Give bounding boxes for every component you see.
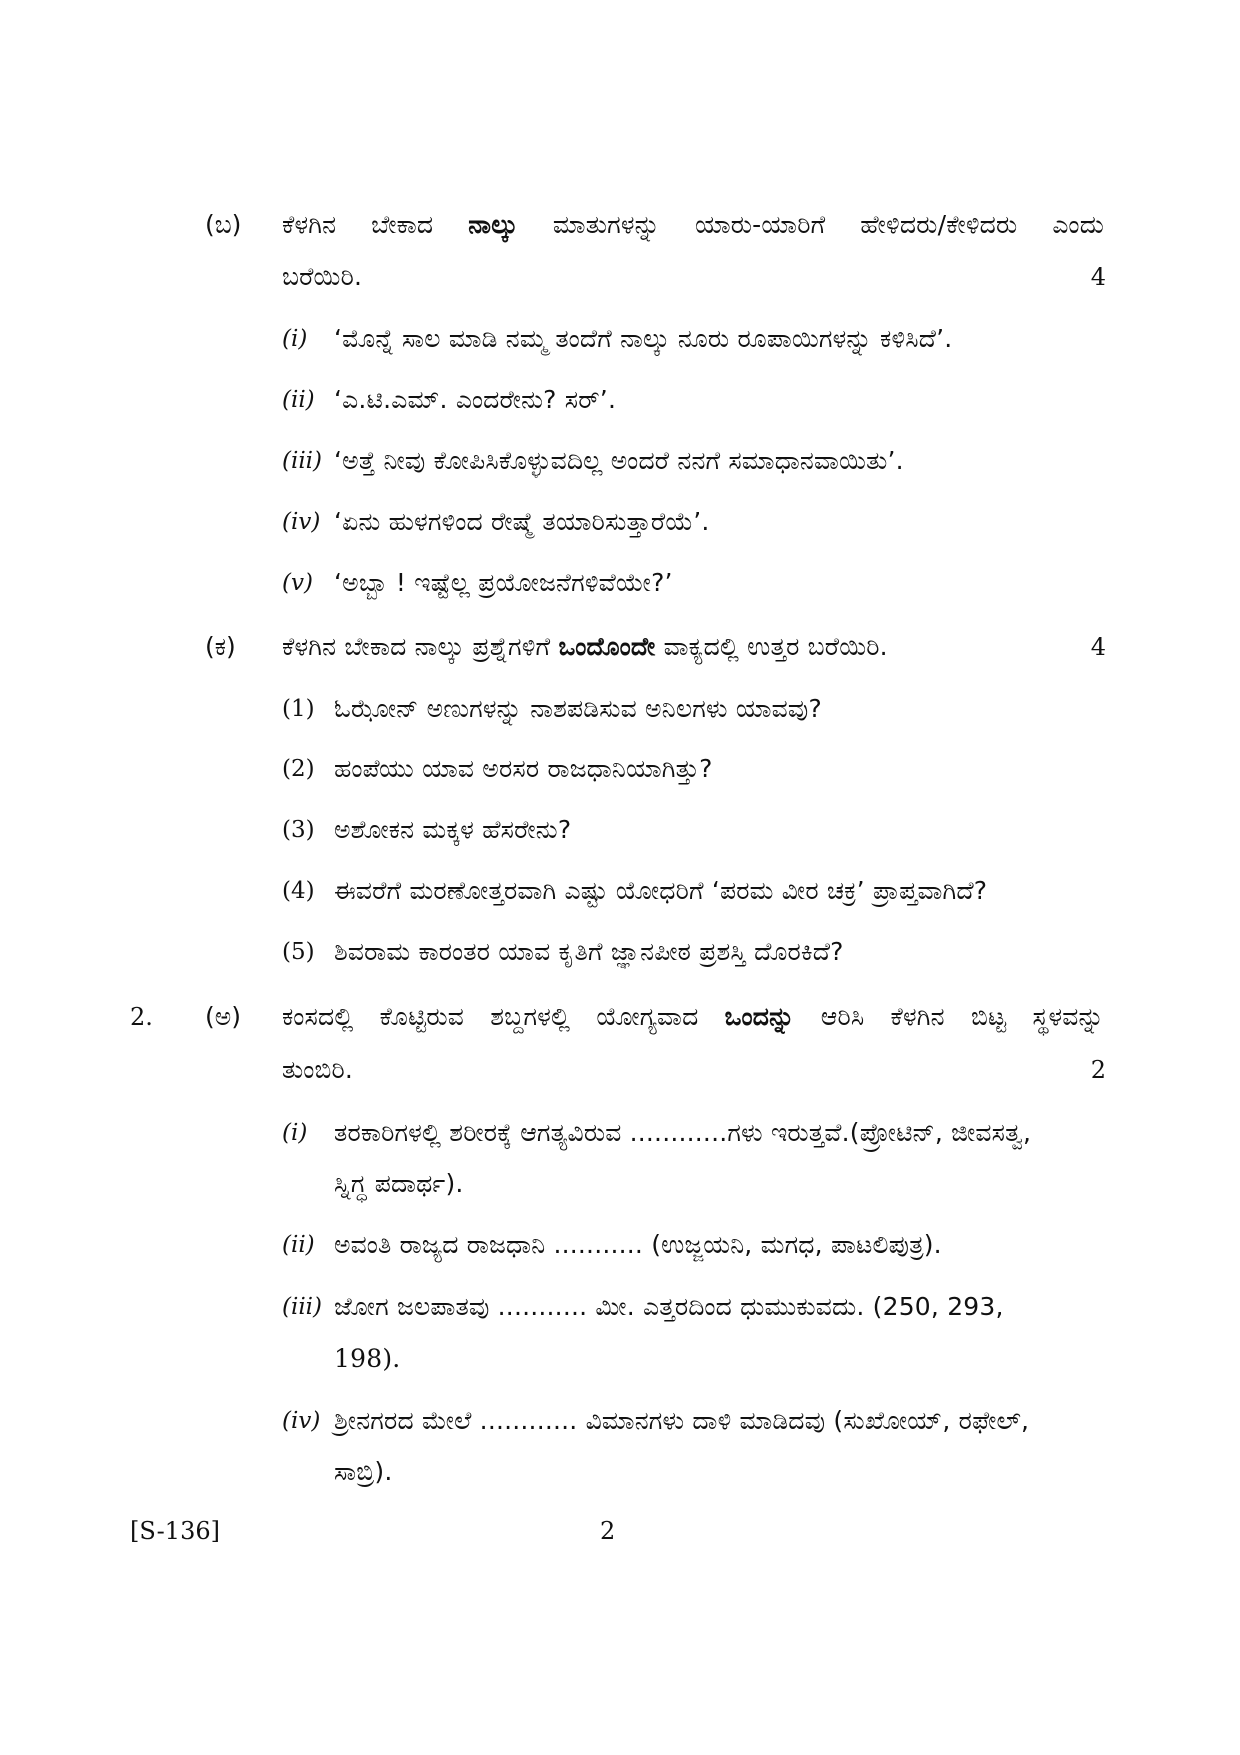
- page-number: 2: [600, 1517, 616, 1545]
- section-k-item-text: ಅಶೋಕನ ಮಕ್ಕಳ ಹೆಸರೇನು?: [334, 815, 572, 844]
- section-b-item-text: ‘ಏನು ಹುಳಗಳಿಂದ ರೇಷ್ಮೆ ತಯಾರಿಸುತ್ತಾರೆಯೆ’.: [334, 507, 710, 536]
- section-a-item-num: (iii): [282, 1294, 323, 1320]
- section-k-item-num: (1): [282, 696, 315, 722]
- section-k-item-text: ಈವರೆಗೆ ಮರಣೋತ್ತರವಾಗಿ ಎಷ್ಟು ಯೋಧರಿಗೆ ‘ಪರಮ ವೀರ ಚಕ್ರ’ ಪ್ರಾಪ್ತವಾಗಿದೆ?: [334, 876, 988, 905]
- paper-code: [S-136]: [130, 1517, 220, 1545]
- section-b-item-num: (iii): [282, 448, 323, 474]
- section-a-item-num: (i): [282, 1120, 308, 1146]
- section-k-item-num: (4): [282, 878, 315, 904]
- section-k-marks: 4: [1090, 633, 1106, 661]
- section-a-item-text-cont: ಸ್ನಿಗ್ಧ ಪದಾರ್ಥ).: [334, 1169, 464, 1198]
- section-a-item-num: (iv): [282, 1408, 321, 1434]
- section-b-item-text: ‘ಅತ್ತೆ ನೀವು ಕೋಪಿಸಿಕೊಳ್ಳುವದಿಲ್ಲ ಅಂದರೆ ನನಗೆ ಸಮಾಧಾನವಾಯಿತು’.: [334, 446, 904, 475]
- section-k-marker: (ಕ): [205, 632, 236, 661]
- section-b-instruction-part1: ಕೆಳಗಿನ ಬೇಕಾದ: [282, 210, 434, 239]
- section-b-marker: (ಬ): [205, 210, 242, 239]
- section-k-instruction-part1: ಕೆಳಗಿನ ಬೇಕಾದ ನಾಲ್ಕು ಪ್ರಶ್ನೆಗಳಿಗೆ: [282, 632, 551, 661]
- section-k-instruction: [282, 630, 888, 664]
- section-b-item-text: ‘ಅಬ್ಬಾ ! ಇಷ್ಟೆಲ್ಲ ಪ್ರಯೋಜನೆಗಳಿವೆಯೇ?’: [334, 568, 673, 597]
- section-a-item-text: ಶ್ರೀನಗರದ ಮೇಲೆ ............ ವಿಮಾನಗಳು ದಾಳಿ ಮಾಡಿದವು (ಸುಖೋಯ್, ರಫೇಲ್,: [334, 1406, 1030, 1435]
- section-b-instruction-bold: ನಾಲ್ಕು: [468, 210, 518, 239]
- section-k-item-text: ಶಿವರಾಮ ಕಾರಂತರ ಯಾವ ಕೃತಿಗೆ ಜ್ಞಾನಪೀಠ ಪ್ರಶಸ್ತಿ ದೊರಕಿದೆ?: [334, 937, 844, 966]
- section-k-item-num: (2): [282, 756, 315, 782]
- section-a-item-text-cont: 198).: [334, 1344, 401, 1373]
- section-a-marks: 2: [1090, 1056, 1106, 1084]
- section-a-item-text: ಜೋಗ ಜಲಪಾತವು ........... ಮೀ. ಎತ್ತರದಿಂದ ಧುಮುಕುವದು. (250, 293,: [334, 1292, 1004, 1321]
- section-b-item-num: (iv): [282, 509, 321, 535]
- section-b-instruction-part2: ಮಾತುಗಳನ್ನು ಯಾರು-ಯಾರಿಗೆ ಹೇಳಿದರು/ಕೇಳಿದರು ಎಂದು: [552, 210, 1104, 239]
- section-b-instruction-line2: ಬರೆಯಿರಿ.: [282, 262, 363, 291]
- section-a-item-text-cont: ಸಾಬ್ರಿ).: [334, 1457, 393, 1486]
- section-a-marker: (ಅ): [205, 1002, 241, 1031]
- section-b-item-text: ‘ಮೊನ್ನೆ ಸಾಲ ಮಾಡಿ ನಮ್ಮ ತಂದೆಗೆ ನಾಲ್ಕು ನೂರು ರೂಪಾಯಿಗಳನ್ನು ಕಳಿಸಿದೆ’.: [334, 324, 953, 353]
- section-k-item-num: (5): [282, 939, 315, 965]
- section-k-instruction-bold: ಒಂದೊಂದೇ: [558, 632, 656, 661]
- section-b-instruction: [282, 208, 1104, 242]
- section-k-item-text: ಓಝೋನ್ ಅಣುಗಳನ್ನು ನಾಶಪಡಿಸುವ ಅನಿಲಗಳು ಯಾವವು?: [334, 694, 822, 723]
- section-a-item-text: ಅವಂತಿ ರಾಜ್ಯದ ರಾಜಧಾನಿ ........... (ಉಜ್ಜಯನಿ, ಮಗಧ, ಪಾಟಲಿಪುತ್ರ).: [334, 1230, 942, 1259]
- section-b-item-num: (ii): [282, 387, 315, 413]
- section-a-instruction-bold: ಒಂದನ್ನು: [724, 1002, 795, 1031]
- section-k-instruction-part2: ವಾಕ್ಯದಲ್ಲಿ ಉತ್ತರ ಬರೆಯಿರಿ.: [663, 632, 888, 661]
- section-a-instruction-part2: ಆರಿಸಿ ಕೆಳಗಿನ ಬಿಟ್ಟ ಸ್ಥಳವನ್ನು: [820, 1002, 1104, 1031]
- section-a-instruction-line2: ತುಂಬಿರಿ.: [282, 1055, 354, 1084]
- section-b-item-num: (i): [282, 326, 308, 352]
- section-b-item-num: (v): [282, 570, 313, 596]
- section-a-item-text: ತರಕಾರಿಗಳಲ್ಲಿ ಶರೀರಕ್ಕೆ ಆಗತ್ಯವಿರುವ ............ಗಳು ಇರುತ್ತವೆ.(ಪ್ರೋಟಿನ್, ಜೀವಸತ್ವ,: [334, 1118, 1032, 1147]
- section-b-marks: 4: [1090, 263, 1106, 291]
- section-k-item-text: ಹಂಪೆಯು ಯಾವ ಅರಸರ ರಾಜಧಾನಿಯಾಗಿತ್ತು?: [334, 754, 713, 783]
- section-a-instruction: [282, 1000, 1104, 1034]
- section-a-instruction-part1: ಕಂಸದಲ್ಲಿ ಕೊಟ್ಟಿರುವ ಶಬ್ದಗಳಲ್ಲಿ ಯೋಗ್ಯವಾದ: [282, 1002, 699, 1031]
- question-number: 2.: [130, 1003, 153, 1031]
- section-k-item-num: (3): [282, 817, 315, 843]
- section-b-item-text: ‘ಎ.ಟಿ.ಎಮ್. ಎಂದರೇನು? ಸರ್’.: [334, 385, 617, 414]
- section-a-item-num: (ii): [282, 1232, 315, 1258]
